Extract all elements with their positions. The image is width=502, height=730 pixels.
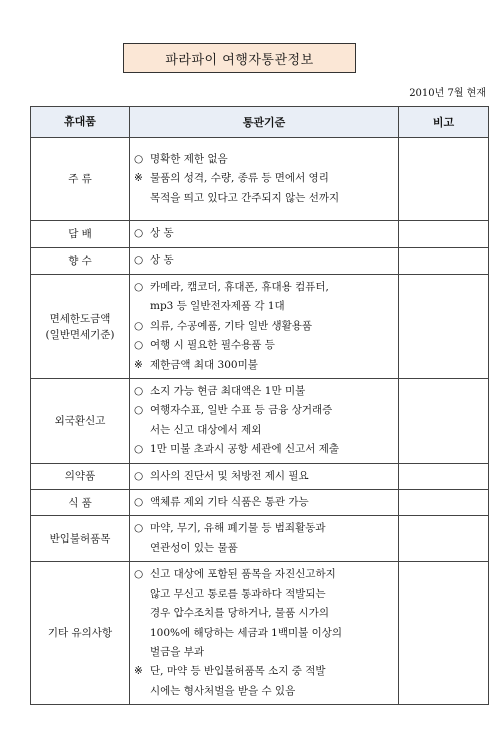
item-label: 식 품	[68, 496, 92, 509]
criteria-text: 카메라, 캠코더, 휴대폰, 휴대용 컴퓨터,	[150, 281, 329, 293]
table-row	[31, 516, 489, 562]
bullet-circle-icon: ○	[134, 404, 144, 417]
indent-spacer	[134, 421, 150, 440]
criteria-text: 여행 시 필요한 필수용품 등	[150, 339, 275, 352]
table-row	[31, 138, 489, 221]
indent-spacer	[134, 624, 150, 643]
header-note: 비고	[399, 107, 489, 138]
bullet-circle-icon: ○	[134, 319, 144, 332]
criteria-line	[134, 251, 392, 270]
criteria-line	[134, 565, 392, 584]
as-of-date: 2010년 7월 현재	[409, 88, 486, 99]
criteria-line	[134, 585, 392, 604]
reference-mark-icon: ※	[134, 358, 143, 371]
criteria-line	[134, 189, 392, 208]
criteria-text: 제한금액 최대 300미불	[150, 358, 258, 371]
criteria-text: 의사의 진단서 및 처방전 제시 필요	[150, 469, 309, 482]
criteria-text: 명확한 제한 없음	[150, 152, 228, 165]
criteria-cell	[130, 138, 399, 221]
criteria-text: 의류, 수공예품, 기타 일반 생활용품	[150, 319, 313, 332]
item-label: 담 배	[68, 228, 92, 240]
document-title-text: 파라파이 여행자통관정보	[165, 52, 314, 68]
indent-spacer	[134, 539, 150, 558]
indent-spacer	[134, 643, 150, 662]
bullet-circle-icon: ○	[134, 385, 144, 398]
bullet-circle-icon: ○	[134, 469, 144, 482]
item-cell	[31, 516, 130, 562]
item-cell	[31, 275, 130, 379]
note-cell	[399, 463, 489, 489]
criteria-line	[134, 440, 392, 459]
criteria-line	[134, 682, 392, 701]
criteria-line	[134, 493, 392, 512]
table-row	[31, 221, 489, 248]
criteria-line	[134, 662, 392, 681]
note-cell	[399, 562, 489, 705]
item-label: 면세한도금액	[49, 312, 111, 325]
indent-spacer	[134, 682, 150, 701]
criteria-text: 상 동	[150, 254, 174, 267]
indent-spacer	[134, 189, 150, 208]
item-cell	[31, 490, 130, 516]
criteria-line	[134, 224, 392, 243]
bullet-circle-icon: ○	[134, 496, 144, 509]
indent-spacer	[134, 297, 150, 316]
bullet-circle-icon: ○	[134, 152, 144, 165]
criteria-text: 연관성이 있는 물품	[150, 541, 238, 554]
criteria-text: 마약, 무기, 유해 폐기물 등 범죄활동과	[150, 522, 326, 535]
table-body	[31, 138, 489, 705]
criteria-line	[134, 643, 392, 662]
note-cell	[399, 516, 489, 562]
criteria-cell	[130, 463, 399, 489]
criteria-line	[134, 519, 392, 538]
item-label: 의약품	[64, 470, 96, 483]
bullet-circle-icon: ○	[134, 254, 144, 267]
item-label: 외국환신고	[54, 414, 106, 427]
criteria-line	[134, 539, 392, 558]
note-cell	[399, 221, 489, 248]
criteria-text: 물품의 성격, 수량, 종류 등 면에서 영리	[150, 172, 329, 185]
criteria-text: 여행자수표, 일반 수표 등 금융 상거래증	[150, 404, 333, 417]
criteria-text: mp3 등 일반전자제품 각 1대	[150, 300, 285, 313]
criteria-line	[134, 356, 392, 375]
criteria-line	[134, 401, 392, 420]
header-item: 휴대품	[31, 107, 130, 138]
note-cell	[399, 138, 489, 221]
item-label: (일반면세기준)	[45, 328, 115, 341]
criteria-line	[134, 421, 392, 440]
criteria-cell	[130, 490, 399, 516]
bullet-circle-icon: ○	[134, 568, 144, 581]
criteria-cell	[130, 562, 399, 705]
bullet-circle-icon: ○	[134, 443, 144, 456]
note-cell	[399, 379, 489, 464]
item-cell	[31, 221, 130, 248]
reference-mark-icon: ※	[134, 665, 143, 678]
criteria-text: 목적을 띄고 있다고 간주되지 않는 선까지	[150, 191, 340, 204]
criteria-cell	[130, 379, 399, 464]
table-header-row	[31, 107, 489, 138]
table-row	[31, 275, 489, 379]
criteria-text: 신고 대상에 포함된 품목을 자진신고하지	[150, 568, 336, 581]
item-label: 기타 유의사항	[47, 627, 113, 640]
criteria-text: 않고 무신고 통로를 통과하다 적발되는	[150, 587, 326, 600]
note-cell	[399, 275, 489, 379]
item-cell	[31, 463, 130, 489]
table-row	[31, 490, 489, 516]
bullet-circle-icon: ○	[134, 227, 144, 240]
table-row	[31, 562, 489, 705]
note-cell	[399, 248, 489, 275]
criteria-cell	[130, 516, 399, 562]
item-cell	[31, 562, 130, 705]
table-row	[31, 248, 489, 275]
criteria-text: 100%에 해당하는 세금과 1백미불 이상의	[150, 626, 343, 639]
criteria-line	[134, 624, 392, 643]
criteria-text: 벌금을 부과	[150, 645, 205, 658]
criteria-text: 상 동	[150, 227, 174, 240]
criteria-line	[134, 382, 392, 401]
criteria-text: 서는 신고 대상에서 제외	[150, 423, 262, 436]
criteria-line	[134, 297, 392, 316]
criteria-text: 1만 미불 초과시 공항 세관에 신고서 제출	[150, 443, 339, 456]
criteria-line	[134, 467, 392, 486]
item-label: 반입불허품목	[49, 532, 111, 545]
criteria-text: 소지 가능 현금 최대액은 1만 미불	[150, 385, 306, 398]
criteria-cell	[130, 248, 399, 275]
criteria-line	[134, 336, 392, 355]
criteria-text: 단, 마약 등 반입불허품목 소지 중 적발	[150, 665, 326, 678]
criteria-line	[134, 278, 392, 297]
bullet-circle-icon: ○	[134, 281, 144, 293]
customs-info-table	[30, 106, 489, 705]
criteria-line	[134, 150, 392, 169]
criteria-cell	[130, 275, 399, 379]
criteria-text: 경우 압수조치를 당하거나, 물품 시가의	[150, 607, 329, 620]
item-cell	[31, 379, 130, 464]
table-row	[31, 379, 489, 464]
criteria-text: 액체류 제외 기타 식품은 통관 가능	[150, 496, 309, 509]
criteria-cell	[130, 221, 399, 248]
indent-spacer	[134, 604, 150, 623]
criteria-line	[134, 604, 392, 623]
item-cell	[31, 138, 130, 221]
reference-mark-icon: ※	[134, 172, 143, 185]
bullet-circle-icon: ○	[134, 339, 144, 352]
item-label: 주 류	[68, 173, 92, 185]
indent-spacer	[134, 585, 150, 604]
note-cell	[399, 490, 489, 516]
document-title	[123, 43, 356, 73]
criteria-line	[134, 169, 392, 188]
header-criteria: 통관기준	[130, 107, 399, 138]
table-row	[31, 463, 489, 489]
item-label: 향 수	[68, 255, 92, 267]
bullet-circle-icon: ○	[134, 522, 144, 535]
criteria-line	[134, 317, 392, 336]
criteria-text: 시에는 형사처벌을 받을 수 있음	[150, 684, 296, 697]
item-cell	[31, 248, 130, 275]
